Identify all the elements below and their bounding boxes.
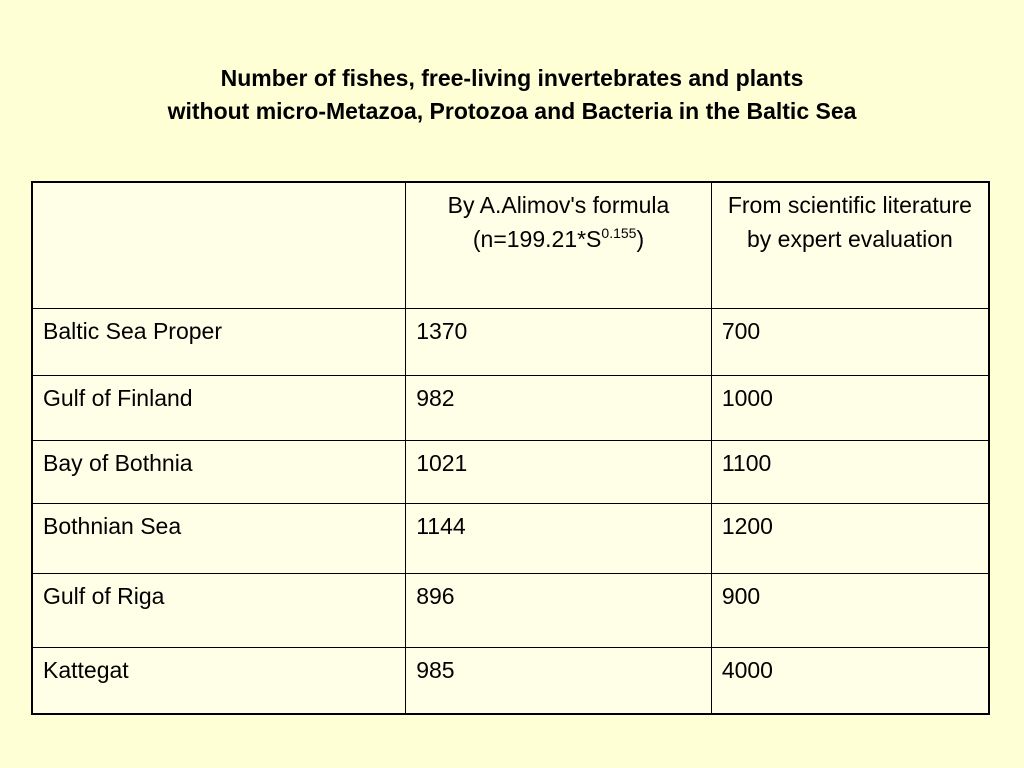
formula-value-cell: 1144 [406, 504, 712, 574]
table-row [32, 504, 989, 574]
header-formula-label: By A.Alimov's formula [447, 192, 670, 218]
title-line-1: Number of fishes, free-living invertebrates and plants [220, 65, 804, 91]
formula-value-cell: 985 [406, 648, 712, 715]
formula-value-cell: 896 [406, 574, 712, 648]
header-formula-expression: (n=199.21*S [472, 226, 602, 252]
literature-value-cell: 1200 [711, 504, 989, 574]
table-row [32, 574, 989, 648]
region-cell: Kattegat [32, 648, 406, 715]
region-cell: Bothnian Sea [32, 504, 406, 574]
formula-value-cell: 1370 [406, 309, 712, 376]
formula-value-cell: 982 [406, 376, 712, 441]
literature-value-cell: 1000 [711, 376, 989, 441]
header-literature-cell: From scientific literature by expert evaluation [711, 182, 989, 309]
region-cell: Gulf of Riga [32, 574, 406, 648]
table-row [32, 309, 989, 376]
slide-title [0, 62, 1024, 128]
header-formula-exponent: 0.155 [601, 225, 637, 241]
header-corner-cell [32, 182, 406, 309]
literature-value-cell: 900 [711, 574, 989, 648]
region-cell: Gulf of Finland [32, 376, 406, 441]
region-cell: Bay of Bothnia [32, 441, 406, 504]
literature-value-cell: 1100 [711, 441, 989, 504]
title-line-2: without micro-Metazoa, Protozoa and Bacteria in the Baltic Sea [167, 98, 857, 124]
literature-value-cell: 700 [711, 309, 989, 376]
table-header-row [32, 182, 989, 309]
header-formula-close: ) [636, 226, 645, 252]
formula-value-cell: 1021 [406, 441, 712, 504]
table-row [32, 441, 989, 504]
region-cell: Baltic Sea Proper [32, 309, 406, 376]
literature-value-cell: 4000 [711, 648, 989, 715]
header-formula-cell [406, 182, 712, 309]
table-row [32, 648, 989, 715]
species-count-table [31, 181, 990, 715]
table-row [32, 376, 989, 441]
